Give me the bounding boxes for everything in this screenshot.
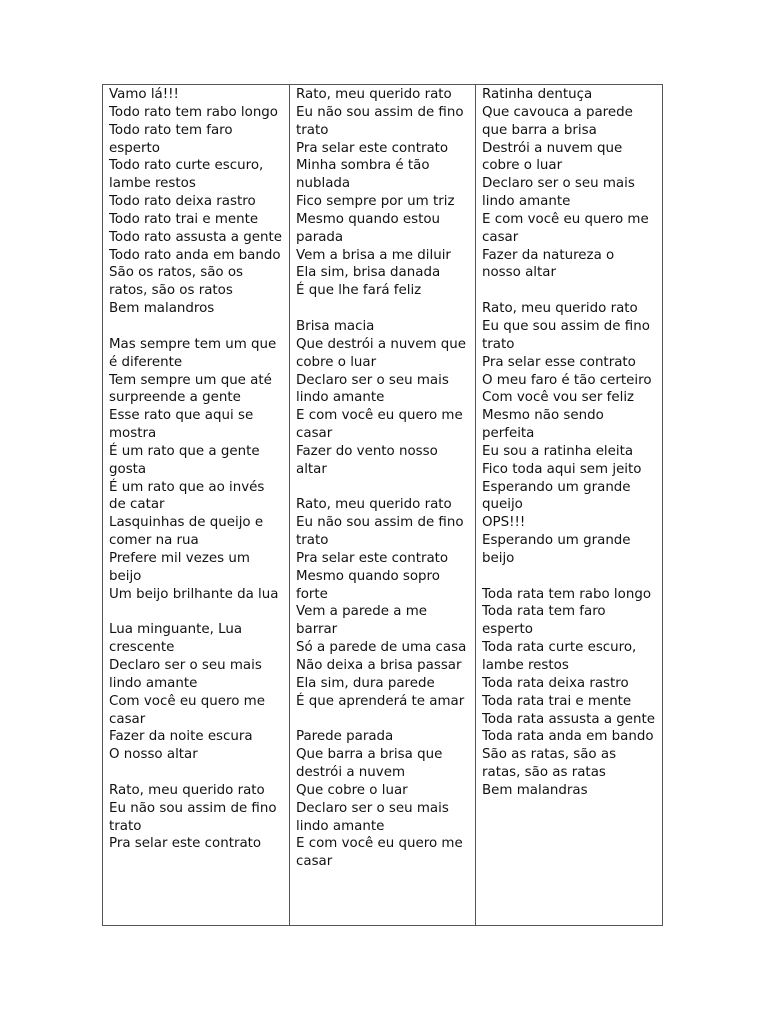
lyrics-column-3: Ratinha dentuça Que cavouca a parede que barra a brisa Destrói a nuvem que cobre o luar Declaro ser o seu mais lindo amante E com você eu quero me casar Fazer da natureza o nosso altar Rato, meu querido rato Eu que sou assim de fino trato Pra selar esse contrato O meu faro é tão certeiro Com você vou ser feliz Mesmo não sendo perfeita Eu sou a ratinha eleita Fico toda aqui sem jeito Esperando um grande queijo OPS!!! Esperando um grande beijo Toda rata tem rabo longo Toda rata tem faro esperto Toda rata curte escuro, lambe restos Toda rata deixa rastro Toda rata trai e mente Toda rata assusta a gente Toda rata anda em bando São as ratas, são as ratas, são as ratas Bem malandras — [476, 85, 663, 926]
lyrics-column-1: Vamo lá!!! Todo rato tem rabo longo Todo rato tem faro esperto Todo rato curte escuro, lambe restos Todo rato deixa rastro Todo rato trai e mente Todo rato assusta a gente Todo rato anda em bando São os ratos, são os ratos, são os ratos Bem malandros Mas sempre tem um que é diferente Tem sempre um que até surpreende a gente Esse rato que aqui se mostra É um rato que a gente gosta É um rato que ao invés de catar Lasquinhas de queijo e comer na rua Prefere mil vezes um beijo Um beijo brilhante da lua Lua minguante, Lua crescente Declaro ser o seu mais lindo amante Com você eu quero me casar Fazer da noite escura O nosso altar Rato, meu querido rato Eu não sou assim de fino trato Pra selar este contrato — [103, 85, 290, 926]
table-row — [103, 85, 663, 926]
lyrics-table — [102, 84, 663, 926]
lyrics-column-2: Rato, meu querido rato Eu não sou assim de fino trato Pra selar este contrato Minha sombra é tão nublada Fico sempre por um triz Mesmo quando estou parada Vem a brisa a me diluir Ela sim, brisa danada É que lhe fará feliz Brisa macia Que destrói a nuvem que cobre o luar Declaro ser o seu mais lindo amante E com você eu quero me casar Fazer do vento nosso altar Rato, meu querido rato Eu não sou assim de fino trato Pra selar este contrato Mesmo quando sopro forte Vem a parede a me barrar Só a parede de uma casa Não deixa a brisa passar Ela sim, dura parede É que aprenderá te amar Parede parada Que barra a brisa que destrói a nuvem Que cobre o luar Declaro ser o seu mais lindo amante E com você eu quero me casar — [290, 85, 476, 926]
